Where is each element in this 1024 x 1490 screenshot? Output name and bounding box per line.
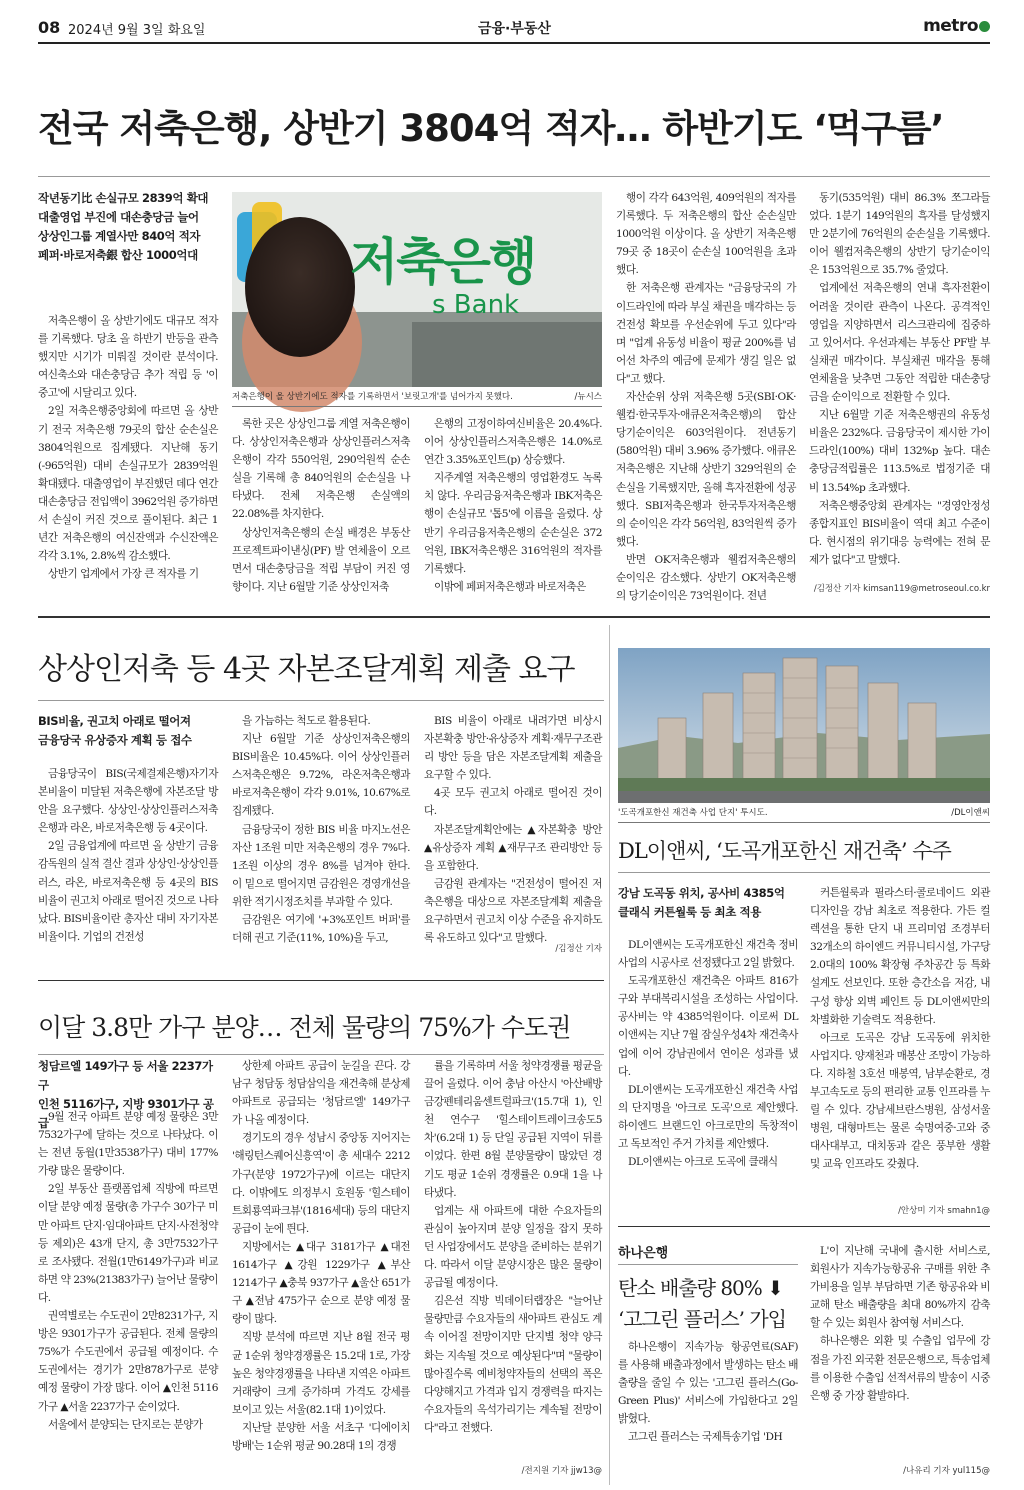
divider bbox=[618, 872, 990, 873]
subhead-line: 상상인그룹 계열사만 840억 적자 bbox=[38, 229, 201, 243]
paragraph: 도곡개포한신 재건축은 아파트 816가구와 부대복리시설을 조성하는 사업이다. 공사비는 약 4385억원이다. 이로써 DL이앤씨는 지난 7월 잠실우성4차 재건축사업에 이어 강남권에서 연이은 성과를 냈다. bbox=[618, 975, 798, 1078]
divider bbox=[38, 700, 604, 701]
paragraph: 자산순위 상위 저축은행 5곳(SBI·OK·웰컴·한국투자·애큐온저축은행)의 합산 당기순이익은 603억원이다. 전년동기(580억원) 대비 3.96% 증가했다. 애큐온저축은행은 지난해 상반기 329억원의 순손실을 기록했지만, 올해 흑자전환에 성공했다. SBI저축은행과 한국투자저축은행의 순이익은 각각 56억원, 83억원씩 증가했다. bbox=[616, 391, 796, 548]
apartment-rendering-photo bbox=[618, 648, 990, 803]
header-rule bbox=[38, 42, 990, 44]
issue-date: 2024년 9월 3일 화요일 bbox=[68, 23, 206, 38]
paragraph: L'이 지난해 국내에 출시한 서비스로, 회원사가 지속가능항공유 구매를 위한 추가비용을 일부 부담하면 기존 항공유와 비교해 탄소 배출량을 최대 80%까지 감축할 수 있는 회원사 참여형 서비스다. bbox=[810, 1245, 990, 1330]
paragraph: 률을 기록하며 서울 청약경쟁률 평균을 끌어 올렸다. 이어 충남 아산시 '아산배방금강펜테리움센트럴파크'(15.7대 1), 인천 연수구 '힐스테이트레이크송도5차'(6.2대 1) 등 단일 공급된 지역이 뒤를 이었다. 한편 8월 분양물량이 많았던 경기도 평균 1순위 경쟁률은 0.9대 1을 나타냈다. bbox=[424, 1060, 602, 1199]
paragraph: 상반기 업계에서 가장 큰 적자를 기 bbox=[48, 568, 199, 581]
article4-column-1 bbox=[38, 1108, 218, 1480]
metro-logo bbox=[923, 16, 990, 36]
paragraph: 동기(535억원) 대비 86.3% 쪼그라들었다. 1분기 149억원의 흑자를 달성했지만 2분기에 76억원의 순손실을 기록했다. 이어 웰컴저축은행의 상반기 당기순이익은 153억원으로 35.7% 줄었다. bbox=[809, 192, 990, 277]
divider bbox=[618, 1226, 990, 1227]
article3-subheads bbox=[618, 884, 798, 922]
article1-column-2 bbox=[232, 415, 410, 605]
paragraph: 저축은행이 올 상반기에도 대규모 적자를 기록했다. 당초 올 하반기 반등을 관측했지만 시기가 미뤄질 것이란 분석이다. 여신축소와 대손충당금 추가 적립 등 '이중고'에 시달리고 있다. bbox=[38, 315, 218, 400]
paragraph: 지난 6월말 기준 저축은행권의 유동성비율은 232%다. 금융당국이 제시한 가이드라인(100%) 대비 132%p 높다. 대손충당금적립률은 113.5%로 법정기준 대비 13.54%p 초과했다. bbox=[809, 409, 990, 494]
paragraph: 고그린 플러스는 국제특송기업 'DH bbox=[628, 1431, 783, 1444]
subhead-line: 강남 도곡동 위치, 공사비 4385억 bbox=[618, 886, 785, 900]
paragraph: 상한제 아파트 공급이 눈길을 끈다. 강남구 청담동 청담삼익을 재건축해 분상제 아파트로 공급되는 '청담르엘' 149가구가 나올 예정이다. bbox=[232, 1060, 410, 1127]
paragraph: 상상인저축은행의 손실 배경은 부동산 프로젝트파이낸싱(PF) 발 연체율이 오르면서 대손충당금을 적립 부담이 커진 영향이다. 지난 6월말 기준 상상인저축 bbox=[232, 526, 410, 593]
divider bbox=[38, 176, 990, 177]
paragraph: DL이앤씨는 아크로 도곡에 클래식 bbox=[628, 1156, 778, 1169]
photo1-caption bbox=[232, 390, 602, 402]
photo-credit: /DL이앤씨 bbox=[951, 808, 990, 818]
subhead-line: BIS비율, 권고치 아래로 떨어져 bbox=[38, 714, 191, 728]
rendering-illustration bbox=[618, 648, 990, 803]
article5-byline: /나유리 기자 yul115@ bbox=[903, 1466, 990, 1476]
divider bbox=[232, 406, 602, 407]
subhead-line: 금융당국 유상증자 계획 등 접수 bbox=[38, 733, 192, 747]
article2-column-2 bbox=[232, 712, 410, 954]
paragraph: 금감원은 여기에 '+3%포인트 버퍼'를 더해 권고 기준(11%, 10%)을 두고, bbox=[232, 914, 410, 945]
paragraph: 권역별로는 수도권이 2만8231가구, 지방은 9301가구가 공급된다. 전체 물량의 75%가 수도권에서 공급될 예정이다. 수도권에서는 경기가 2만878가구로 분양 예정 물량이 가장 많다. 이어 ▲인천 5116가구 ▲서울 2237가구 순이었다. bbox=[38, 1310, 218, 1413]
logo-text: metro bbox=[923, 16, 978, 36]
paragraph: 직방 분석에 따르면 지난 8월 전국 평균 1순위 청약경쟁률은 15.2대 1로, 가장 높은 청약경쟁률을 나타낸 지역은 아파트 거래량이 크게 증가하며 가격도 강세를 보이고 있는 서울(82.1대 1)이었다. bbox=[232, 1331, 410, 1416]
page-number: 08 bbox=[38, 18, 61, 37]
article4-column-3 bbox=[424, 1057, 602, 1462]
article2-column-3 bbox=[424, 712, 602, 945]
divider bbox=[38, 1054, 604, 1055]
paragraph: 업계는 새 아파트에 대한 수요자들의 관심이 높아지며 분양 일정을 잡지 못하던 사업장에서도 분양을 준비하는 분위기다. 따라서 이달 분양시장은 많은 물량이 공급될 예정이다. bbox=[424, 1204, 602, 1290]
caption-text: 저축은행이 올 상반기에도 적자를 기록하면서 '보릿고개'를 넘어가지 못했다. bbox=[232, 392, 513, 402]
subhead-line: 작년동기比 손실규모 2839억 확대 bbox=[38, 191, 209, 205]
article3-column-1 bbox=[618, 936, 798, 1198]
paragraph: 2일 저축은행중앙회에 따르면 올 상반기 전국 저축은행 79곳의 합산 순손실은 3804억원으로 집계됐다. 지난해 동기(-965억원) 대비 손실규모가 2839억원 확대됐다. 대출영업이 부진했던 데다 연간 대손충당금 전입액이 3962억원 증가하면서 손실이 커진 것으로 풀이된다. 최근 1년간 저축은행의 여신잔액과 수신잔액은 각각 3.1%, 2.8%씩 감소했다. bbox=[38, 405, 218, 563]
paragraph: 반면 OK저축은행과 웰컴저축은행의 순이익은 감소했다. 상반기 OK저축은행의 당기순이익은 73억원이다. 전년 bbox=[616, 553, 796, 603]
paragraph: 저축은행중앙회 관계자는 "경영안정성 종합지표인 BIS비율이 역대 최고 수준이다. 현시점의 위기대응 능력에는 전혀 문제가 없다"고 말했다. bbox=[809, 499, 990, 566]
article1-column-5 bbox=[809, 189, 990, 577]
headline-dl-enc: DL이앤씨, ‘도곡개포한신 재건축’ 수주 bbox=[618, 839, 951, 863]
photo2-caption bbox=[618, 806, 990, 818]
paragraph: 지난달 분양한 서울 서초구 '디에이치방배'는 1순위 평균 90.28대 1의 경쟁 bbox=[232, 1421, 410, 1452]
paragraph: 이밖에 페퍼저축은행과 바로저축은 bbox=[434, 580, 586, 593]
paragraph: 하나은행은 외환 및 수출입 업무에 강점을 가진 외국환 전문은행으로, 특송업체를 이용한 수출입 선적서류의 발송이 시중은행 중 가장 활발하다. bbox=[810, 1335, 990, 1402]
sign-text: 저축은행 bbox=[350, 233, 536, 291]
paragraph: 지주계열 저축은행의 영업환경도 녹록치 않다. 우리금융저축은행과 IBK저축은행이 손실규모 '톱5'에 이름을 올렸다. 상반기 우리금융저축은행의 순손실은 372억원, IBK저축은행은 316억원의 적자를 기록했다. bbox=[424, 472, 602, 575]
paragraph: 금감원 관계자는 "건전성이 떨어진 저축은행을 대상으로 자본조달계획 제출을 요구하면서 권고치 이상 수준을 유지하도록 유도하고 있다"고 말했다. bbox=[424, 877, 602, 945]
paragraph: 금융당국이 BIS(국제결제은행)자기자본비율이 미달된 저축은행에 자본조달 방안을 요구했다. 상상인·상상인플러스저축은행과 라온, 바로저축은행 등 4곳이다. bbox=[38, 768, 218, 835]
headline-carbon-reduction: 탄소 배출량 80% ⬇ bbox=[618, 1276, 783, 1300]
article2-byline: /김정산 기자 bbox=[555, 944, 602, 954]
logo-dot-icon bbox=[979, 21, 990, 32]
divider bbox=[618, 822, 990, 823]
caption-text: '도곡개포한신 재건축 사업 단지' 투시도. bbox=[618, 808, 768, 818]
paragraph: 경기도의 경우 성남시 중앙동 지어지는 '해링턴스퀘어신흥역'이 총 세대수 2212가구(분양 1972가구)에 이르는 대단지다. 이밖에도 의정부시 호원동 '힐스테이트회룡역파크뷰'(1816세대) 등의 대단지 공급이 눈에 띈다. bbox=[232, 1132, 410, 1235]
paragraph: 9월 전국 아파트 분양 예정 물량은 3만7532가구에 달하는 것으로 나타났다. 이는 전년 동월(1만3538가구) 대비 177%가량 많은 물량이다. bbox=[38, 1111, 218, 1178]
article4-byline: /전지원 기자 jjw13@ bbox=[521, 1466, 602, 1476]
column-divider bbox=[609, 625, 610, 1485]
paragraph: 록한 곳은 상상인그룹 계열 저축은행이다. 상상인저축은행과 상상인플러스저축은행이 각각 550억원, 290억원씩 순손실을 기록해 총 840억원의 순손실을 나타냈다. 전체 저축은행 손실액의 22.08%를 차지한다. bbox=[232, 418, 410, 521]
subhead-line: 페퍼·바로저축銀 합산 1000억대 bbox=[38, 248, 198, 262]
paragraph: 자본조달계획안에는 ▲자본확충 방안 ▲유상증자 계획 ▲재무구조 관리방안 등을 포함한다. bbox=[424, 823, 602, 872]
section-rule bbox=[38, 616, 990, 618]
headline-apartment-supply: 이달 3.8만 가구 분양… 전체 물량의 75%가 수도권 bbox=[38, 1013, 571, 1042]
paragraph: DL이앤씨는 도곡개포한신 재건축 정비사업의 시공사로 선정됐다고 2일 밝혔다. bbox=[618, 939, 798, 970]
paragraph: BIS 비율이 아래로 내려가면 비상시 자본확충 방안·유상증자 계획·재무구조관리 방안 등을 담은 자본조달계획 제출을 요구할 수 있다. bbox=[424, 715, 602, 782]
paragraph: 2일 부동산 플랫폼업체 직방에 따르면 이달 분양 예정 물량(총 가구수 30가구 미만 아파트 단지·임대아파트 단지·사전청약 등 제외)은 43개 단지, 총 3만7532가구로 조사됐다. 전월(1만6149가구)과 비교하면 약 23%(21383가구) 늘어난 물량이다. bbox=[38, 1183, 218, 1304]
article2-column-1 bbox=[38, 765, 218, 951]
paragraph: DL이앤씨는 도곡개포한신 재건축 사업의 단지명을 '아크로 도곡'으로 제안했다. 하이엔드 브랜드인 아크로만의 독창적이고 독보적인 주거 가치를 제안했다. bbox=[618, 1083, 798, 1151]
article1-byline: /김정산 기자 kimsan119@metroseoul.co.kr bbox=[813, 584, 990, 594]
paragraph: 은행의 고정이하여신비율은 20.4%다. 이어 상상인플러스저축은행은 14.0%로 연간 3.35%포인트(p) 상승했다. bbox=[424, 418, 602, 467]
article4-column-2 bbox=[232, 1057, 410, 1482]
paragraph: 2일 금융업계에 따르면 올 상반기 금융감독원의 실적 결산 결과 상상인·상상인플러스, 라온, 바로저축은행 등 4곳의 BIS비율이 권고치 아래로 떨어진 것으로 나타났다. BIS비율이란 총자산 대비 자기자본 비율이다. 기업의 건전성 bbox=[38, 840, 218, 943]
page-header bbox=[38, 12, 990, 44]
divider bbox=[38, 980, 604, 981]
article3-byline: /안상미 기자 smahn1@ bbox=[898, 1206, 990, 1216]
photo-credit: /뉴시스 bbox=[574, 392, 602, 402]
headline-savings-bank-loss: 전국 저축은행, 상반기 3804억 적자… 하반기도 ‘먹구름’ bbox=[38, 107, 944, 150]
paragraph: 업계에선 저축은행의 연내 흑자전환이 어려울 것이란 관측이 나온다. 공격적인 영업을 지양하면서 리스크관리에 집중하고 있어서다. 우선과제는 부동산 PF발 부실채권 매각이다. 부실채권 매각을 통해 연체율을 낮추면 그동안 적립한 대손충당금을 순이익으로 전환할 수 있다. bbox=[809, 282, 990, 404]
subhead-line: 인천 5116가구, 지방 9301가구 공급 bbox=[38, 1097, 214, 1130]
company-label: 하나은행 bbox=[618, 1246, 669, 1261]
paragraph: 커튼월룩과 필라스터·콜로네이드 외관 디자인을 강남 최초로 적용한다. 가든 컬렉션을 통한 단지 내 프리미엄 조경부터 32개소의 하이엔드 커뮤니티시설, 가구당 2.0대의 100% 확장형 주차공간 등 특화 설계도 선보인다. 또한 층간소음 저감, 내구성 향상 외벽 페인트 등 DL이앤씨만의 차별화한 기술력도 적용한다. bbox=[810, 887, 990, 1026]
article2-subheads bbox=[38, 712, 220, 750]
article1-column-1 bbox=[38, 312, 218, 602]
paragraph: 금융당국이 정한 BIS 비율 마지노선은 자산 1조원 미만 저축은행의 경우 7%다. 1조원 이상의 경우 8%를 넘겨야 한다. 이 밑으로 떨어지면 금감원은 경영개선을 위한 적기시정조치를 부과할 수 있다. bbox=[232, 823, 410, 908]
article3-column-2 bbox=[810, 884, 990, 1202]
paragraph: 4곳 모두 권고치 아래로 떨어진 것이다. bbox=[424, 787, 602, 818]
paragraph: 행이 각각 643억원, 409억원의 적자를 기록했다. 두 저축은행의 합산 순손실만 1000억원 이상이다. 올 상반기 저축은행 79곳 중 18곳이 순손실 100억원을 초과했다. bbox=[616, 192, 796, 277]
paragraph: 김은선 직방 빅데이터랩장은 "늘어난 물량만큼 수요자들의 새아파트 관심도 계속 이어질 전망이지만 단지별 청약 양극화는 지속될 것으로 예상된다"며 "물량이 많아질수록 예비청약자들의 선택의 폭은 다양해지고 가격과 입지 경쟁력을 따지는 수요자들의 옥석가리기는 계속될 전망이다"라고 전했다. bbox=[424, 1295, 602, 1434]
paragraph: 한 저축은행 관계자는 "금융당국의 가이드라인에 따라 부실 채권을 매각하는 등 건전성 확보를 우선순위에 두고 있다"라며 "업계 유동성 비율이 평균 200%를 넘어선 차주의 예금에 문제가 생길 일은 없다"고 했다. bbox=[616, 282, 796, 385]
paragraph: 하나은행이 지속가능 항공연료(SAF)를 사용해 배출과정에서 발생하는 탄소 배출량을 줄일 수 있는 '고그린 플러스(Go-Green Plus)' 서비스에 가입한다고 2일 밝혔다. bbox=[618, 1341, 798, 1426]
article5-column-1 bbox=[618, 1338, 798, 1468]
savings-bank-sign-photo bbox=[232, 192, 602, 387]
paragraph: 지방에서는 ▲대구 3181가구 ▲대전 1614가구 ▲강원 1229가구 ▲부산 1214가구 ▲충북 937가구 ▲울산 651가구 ▲전남 475가구 순으로 분양 예정 물량이 많다. bbox=[232, 1240, 410, 1326]
paragraph: 을 가늠하는 척도로 활용된다. bbox=[242, 715, 371, 727]
article1-subheads bbox=[38, 189, 224, 265]
subhead-line: 클래식 커튼월룩 등 최초 적용 bbox=[618, 905, 761, 919]
subhead-line: 대출영업 부진에 대손충당금 늘어 bbox=[38, 210, 199, 224]
paragraph: 서울에서 분양되는 단지로는 분양가 bbox=[48, 1418, 203, 1431]
paragraph: 아크로 도곡은 강남 도곡동에 위치한 사업지다. 양재천과 매봉산 조망이 가능하다. 지하철 3호선 매봉역, 남부순환로, 경부고속도로 등의 편리한 교통 인프라를 누릴 수 있다. 강남세브란스병원, 삼성서울병원, 대형마트는 물론 숙명여중·고와 중대사대부고, 대치동과 같은 풍부한 생활 및 교육 인프라도 갖췄다. bbox=[810, 1031, 990, 1171]
paragraph: 지난 6월말 기준 상상인저축은행의 BIS비율은 10.45%다. 이어 상상인플러스저축은행은 9.72%, 라온저축은행과 바로저축은행이 각각 9.01%, 10.67%로 집계됐다. bbox=[232, 733, 410, 818]
article5-column-2 bbox=[810, 1242, 990, 1464]
article1-column-4 bbox=[616, 189, 796, 603]
section-name: 금융·부동산 bbox=[478, 21, 551, 37]
sign-subtext: s Bank bbox=[432, 290, 520, 320]
divider bbox=[618, 1264, 798, 1265]
headline-go-green: ‘고그린 플러스’ 가입 bbox=[618, 1307, 786, 1331]
headline-capital-plan: 상상인저축 등 4곳 자본조달계획 제출 요구 bbox=[38, 652, 575, 687]
article1-column-3 bbox=[424, 415, 602, 605]
subhead-line: 청담르엘 149가구 등 서울 2237가구 bbox=[38, 1059, 213, 1092]
